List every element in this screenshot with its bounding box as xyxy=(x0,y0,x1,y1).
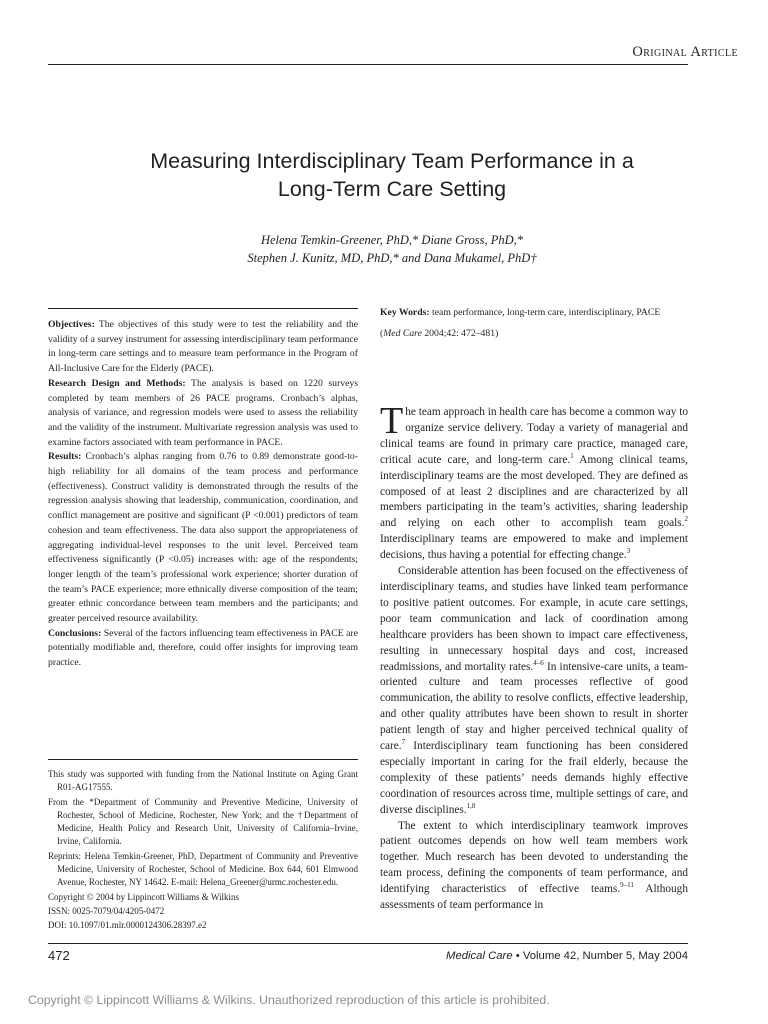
authors-line-2: Stephen J. Kunitz, MD, PhD,* and Dana Mukamel, PhD† xyxy=(247,251,537,265)
results-label: Results: xyxy=(48,451,82,463)
conclusions-label: Conclusions: xyxy=(48,627,102,639)
footer-journal: Medical Care xyxy=(446,950,513,962)
body-text xyxy=(380,400,688,914)
copyright-banner: Copyright © Lippincott Williams & Wilkins. Unauthorized reproduction of this article is prohibited. xyxy=(28,993,550,1007)
section-label: Original Article xyxy=(632,44,738,60)
title-line-1: Measuring Interdisciplinary Team Performance in a xyxy=(150,149,634,173)
citation-journal: Med Care xyxy=(383,327,422,339)
citation-ref: 1,8 xyxy=(466,801,476,810)
p3-text-b: Although assessments of team performance in xyxy=(380,883,688,912)
abstract-design xyxy=(48,377,358,451)
keywords-block xyxy=(380,306,688,341)
body-paragraph-2 xyxy=(380,564,688,819)
drop-cap: T xyxy=(380,400,404,442)
copyright-note: Copyright © 2004 by Lippincott Williams & Wilkins xyxy=(48,891,240,902)
keywords-label: Key Words: xyxy=(380,307,430,318)
citation: (Med Care 2004;42: 472–481) xyxy=(380,327,499,339)
reprints-note: Reprints: Helena Temkin-Greener, PhD, Department of Community and Preventive Medicine, University of Rochester, School of Medicine. Box 644, 601 Elmwood Avenue, Rochester, NY 14642. E-mail: Helena_Greener@urmc.rochester.edu. xyxy=(48,850,358,888)
p1-text-b: Among clinical teams, interdisciplinary teams are the most developed. They are defined as composed of at least 2 disciplines and are characterized by all members participating in the team’s activities, sharing leadership and relying on each other to accomplish team goals. xyxy=(380,453,688,530)
footnote-rule xyxy=(48,759,358,760)
citation-ref: 2 xyxy=(684,515,688,524)
keywords-text: team performance, long-term care, interdisciplinary, PACE xyxy=(429,307,661,318)
p3-text-a: The extent to which interdisciplinary teamwork improves patient outcomes depends on how well team members work together. Much research has been devoted to understanding the team process, defining the components of team performance, and identifying characteristics of effective teams. xyxy=(380,819,688,896)
abstract-objectives xyxy=(48,318,358,377)
p2-text-b: In intensive-care units, a team-oriented culture and team processes reflective of good communication, the ability to resolve conflicts, effective leadership, and other quality attributes have been shown to result in shorter patient length of stay and higher perceived technical quality of care. xyxy=(380,660,688,753)
article-title xyxy=(48,147,736,203)
citation-details: 2004;42: 472–481) xyxy=(421,327,499,339)
key-words xyxy=(380,306,688,321)
affiliation-note: From the *Department of Community and Preventive Medicine, University of Rochester, School of Medicine, Rochester, New York; and the †Department of Medicine, Health Policy and Research Unit, University of California–Irvine, Irvine, California. xyxy=(48,796,358,847)
design-label: Research Design and Methods: xyxy=(48,377,186,389)
doi-note: DOI: 10.1097/01.mlr.0000124306.28397.e2 xyxy=(48,920,207,931)
header-rule xyxy=(48,64,688,65)
p1-text-c: Interdisciplinary teams are empowered to make and implement decisions, thus having a potential for effecting change. xyxy=(380,533,688,562)
authors-line-1: Helena Temkin-Greener, PhD,* Diane Gross, PhD,* xyxy=(260,233,524,247)
results-text: Cronbach’s alphas ranging from 0.76 to 0.89 demonstrate good-to-high reliability for all domains of the team process and performance (effectiveness). Construct validity is demonstrated through the results of the regression analysis showing that leadership, communication, coordination, and conflict management are positive and significant (P <0.001) predictors of team cohesion and team effectiveness. The data also support the appropriateness of aggregating individual-level responses to the unit level. Perceived team effectiveness significantly (P <0.05) increases with: age of the respondents; longer length of the team’s professional work experience; shorter duration of the team’s PACE experience; more ethnically diverse composition of the team; greater ethnic concordance between team members and the participants; and greater perceived resource availability. xyxy=(48,451,358,625)
abstract-top-rule xyxy=(48,308,358,309)
p2-text-a: Considerable attention has been focused on the effectiveness of interdisciplinary teams, and studies have linked team performance to positive patient outcomes. For example, in acute care settings, poor team communication and lack of coordination among healthcare providers has been shown to impact care effectiveness, resulting in unnecessary hospital days and cost, increased readmissions, and mortality rates. xyxy=(380,565,688,673)
citation-ref: 4–6 xyxy=(533,658,544,667)
objectives-label: Objectives: xyxy=(48,319,95,330)
objectives-text: The objectives of this study were to test the reliability and the validity of a survey instrument for assessing interdisciplinary team performance in long-term care settings and to measure team performance in the Program of All-Inclusive Care for the Elderly (PACE). xyxy=(48,319,358,375)
running-footer xyxy=(0,950,688,962)
design-text: The analysis is based on 1220 surveys completed by team members of 26 PACE programs. Cronbach’s alphas, analysis of variance, and regression models were used to assess the reliability and the validity of the instrument. Multivariate regression analysis was used to examine factors associated with team performance in PACE. xyxy=(48,377,358,448)
author-list xyxy=(48,231,736,267)
page-number: 472 xyxy=(48,948,70,963)
title-line-2: Long-Term Care Setting xyxy=(277,177,507,201)
body-paragraph-1 xyxy=(380,400,688,564)
abstract-results xyxy=(48,450,358,626)
citation-ref: 3 xyxy=(626,547,631,556)
abstract xyxy=(48,318,358,671)
conclusions-text: Several of the factors influencing team effectiveness in PACE are potentially modifiable and, therefore, could offer insights for improving team practice. xyxy=(48,627,358,669)
issn-note: ISSN: 0025-7079/04/4205-0472 xyxy=(48,905,165,916)
p1-text-a: he team approach in health care has become a common way to organize service delivery. Today a variety of managerial and clinical teams are found in primary care practice, managed care, critical acute care, and long-term care. xyxy=(380,406,688,466)
footer-rule xyxy=(48,943,688,944)
p2-text-c: Interdisciplinary team functioning has been considered especially important in caring for the frail elderly, because the complexity of these patients’ needs demands highly effective coordination of resources across time, multiple settings of care, and diverse disciplines. xyxy=(380,740,688,816)
citation-ref: 7 xyxy=(401,738,406,747)
funding-note: This study was supported with funding from the National Institute on Aging Grant R01-AG17555. xyxy=(48,769,358,793)
abstract-conclusions xyxy=(48,627,358,671)
body-paragraph-3 xyxy=(380,819,688,914)
footnotes xyxy=(48,768,358,934)
citation-ref: 1 xyxy=(570,451,574,460)
footer-bullet: • xyxy=(512,950,523,962)
footer-issue: Volume 42, Number 5, May 2004 xyxy=(522,950,688,962)
citation-ref: 9–11 xyxy=(620,881,634,890)
